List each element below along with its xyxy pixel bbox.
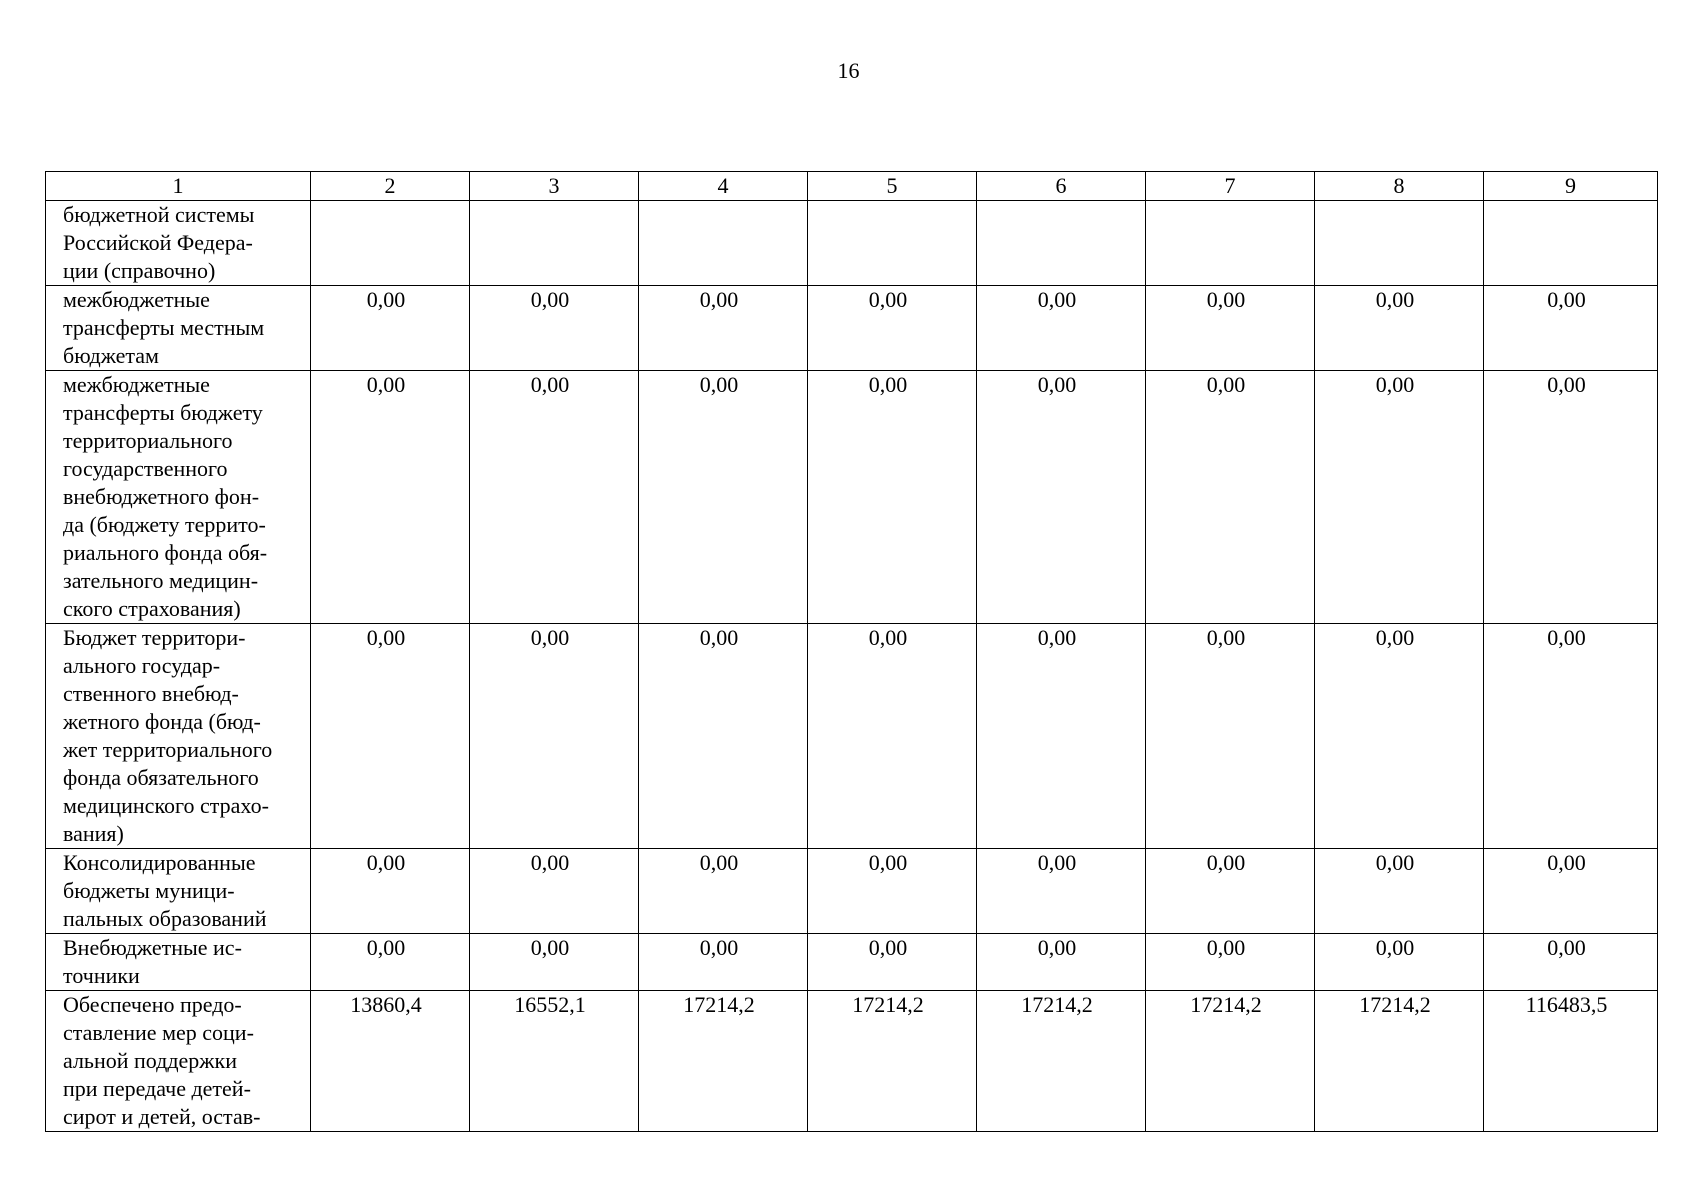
description-line: трансферты местным <box>63 315 265 340</box>
value-cell: 0,00 <box>808 371 977 624</box>
value-cell: 116483,5 <box>1484 991 1658 1132</box>
description-line: ции (справочно) <box>63 258 216 283</box>
value-cell: 0,00 <box>1146 286 1315 371</box>
value-cell: 0,00 <box>1484 624 1658 849</box>
value-cell: 0,00 <box>977 934 1146 991</box>
description-line: жет территориального <box>63 737 273 762</box>
description-line: территориального <box>63 428 233 453</box>
value-cell: 0,00 <box>470 624 639 849</box>
table-row <box>46 286 1658 371</box>
value-cell: 0,00 <box>639 934 808 991</box>
description-line: ставление мер соци- <box>63 1020 254 1045</box>
value-cell: 0,00 <box>639 624 808 849</box>
column-header: 8 <box>1315 172 1484 201</box>
value-cell: 17214,2 <box>977 991 1146 1132</box>
value-cell: 0,00 <box>977 849 1146 934</box>
value-cell: 0,00 <box>470 371 639 624</box>
header-row <box>46 172 1658 201</box>
description-line: сирот и детей, остав- <box>63 1104 261 1129</box>
row-description <box>46 934 311 991</box>
description-line: жетного фонда (бюд- <box>63 709 261 734</box>
column-header: 1 <box>46 172 311 201</box>
value-cell: 0,00 <box>1146 371 1315 624</box>
value-cell: 0,00 <box>1484 849 1658 934</box>
column-header: 6 <box>977 172 1146 201</box>
table-row <box>46 849 1658 934</box>
description-line: риального фонда обя- <box>63 540 268 565</box>
value-cell: 17214,2 <box>639 991 808 1132</box>
description-line: государственного <box>63 456 228 481</box>
value-cell: 0,00 <box>808 286 977 371</box>
value-cell: 17214,2 <box>1315 991 1484 1132</box>
value-cell: 0,00 <box>1484 286 1658 371</box>
description-line: трансферты бюджету <box>63 400 263 425</box>
value-cell: 0,00 <box>808 624 977 849</box>
description-line: бюджетной системы <box>63 202 255 227</box>
value-cell: 0,00 <box>808 934 977 991</box>
description-line: вания) <box>63 821 124 846</box>
table-body <box>46 201 1658 1132</box>
description-line: точники <box>63 963 140 988</box>
row-description <box>46 991 311 1132</box>
table-row <box>46 201 1658 286</box>
value-cell: 0,00 <box>1146 934 1315 991</box>
description-line: Внебюджетные ис- <box>63 935 242 960</box>
description-line: Консолидированные <box>63 850 256 875</box>
value-cell: 0,00 <box>1315 624 1484 849</box>
row-description <box>46 371 311 624</box>
value-cell <box>977 201 1146 286</box>
value-cell: 0,00 <box>1146 624 1315 849</box>
value-cell: 16552,1 <box>470 991 639 1132</box>
row-description <box>46 624 311 849</box>
row-description <box>46 201 311 286</box>
value-cell: 0,00 <box>470 849 639 934</box>
table-row <box>46 371 1658 624</box>
column-header: 7 <box>1146 172 1315 201</box>
description-line: при передаче детей- <box>63 1076 251 1101</box>
description-line: ального государ- <box>63 653 221 678</box>
value-cell: 17214,2 <box>808 991 977 1132</box>
value-cell: 0,00 <box>311 371 470 624</box>
page-number: 16 <box>837 58 860 83</box>
value-cell: 0,00 <box>311 934 470 991</box>
description-line: внебюджетного фон- <box>63 484 260 509</box>
description-line: бюджеты муници- <box>63 878 235 903</box>
value-cell <box>1146 201 1315 286</box>
value-cell: 0,00 <box>1315 849 1484 934</box>
description-line: ского страхования) <box>63 596 241 621</box>
description-line: пальных образований <box>63 906 267 931</box>
value-cell <box>311 201 470 286</box>
value-cell: 0,00 <box>1146 849 1315 934</box>
value-cell: 0,00 <box>977 371 1146 624</box>
value-cell: 0,00 <box>1484 934 1658 991</box>
value-cell <box>639 201 808 286</box>
description-line: фонда обязательного <box>63 765 259 790</box>
description-line: медицинского страхо- <box>63 793 269 818</box>
value-cell: 0,00 <box>311 286 470 371</box>
column-header: 5 <box>808 172 977 201</box>
description-line: Обеспечено предо- <box>63 992 242 1017</box>
description-line: межбюджетные <box>63 287 210 312</box>
value-cell: 0,00 <box>639 371 808 624</box>
description-line: Российской Федера- <box>63 230 253 255</box>
description-line: бюджетам <box>63 343 159 368</box>
value-cell <box>1315 201 1484 286</box>
table-row <box>46 934 1658 991</box>
value-cell <box>808 201 977 286</box>
value-cell: 0,00 <box>470 286 639 371</box>
value-cell: 0,00 <box>639 286 808 371</box>
value-cell: 0,00 <box>977 286 1146 371</box>
row-description <box>46 286 311 371</box>
description-line: межбюджетные <box>63 372 210 397</box>
value-cell: 0,00 <box>977 624 1146 849</box>
description-line: да (бюджету террито- <box>63 512 266 537</box>
column-header: 3 <box>470 172 639 201</box>
value-cell: 0,00 <box>808 849 977 934</box>
value-cell: 0,00 <box>1484 371 1658 624</box>
value-cell <box>470 201 639 286</box>
value-cell: 0,00 <box>1315 371 1484 624</box>
value-cell: 0,00 <box>1315 286 1484 371</box>
description-line: зательного медицин- <box>63 568 259 593</box>
description-line: Бюджет территори- <box>63 625 246 650</box>
description-line: ственного внебюд- <box>63 681 239 706</box>
column-header: 9 <box>1484 172 1658 201</box>
table-row <box>46 991 1658 1132</box>
value-cell: 17214,2 <box>1146 991 1315 1132</box>
value-cell: 0,00 <box>311 624 470 849</box>
value-cell: 13860,4 <box>311 991 470 1132</box>
description-line: альной поддержки <box>63 1048 237 1073</box>
row-description <box>46 849 311 934</box>
value-cell: 0,00 <box>1315 934 1484 991</box>
budget-table <box>45 171 1658 1132</box>
value-cell: 0,00 <box>311 849 470 934</box>
column-header: 2 <box>311 172 470 201</box>
value-cell: 0,00 <box>470 934 639 991</box>
column-header: 4 <box>639 172 808 201</box>
table-row <box>46 624 1658 849</box>
value-cell: 0,00 <box>639 849 808 934</box>
value-cell <box>1484 201 1658 286</box>
